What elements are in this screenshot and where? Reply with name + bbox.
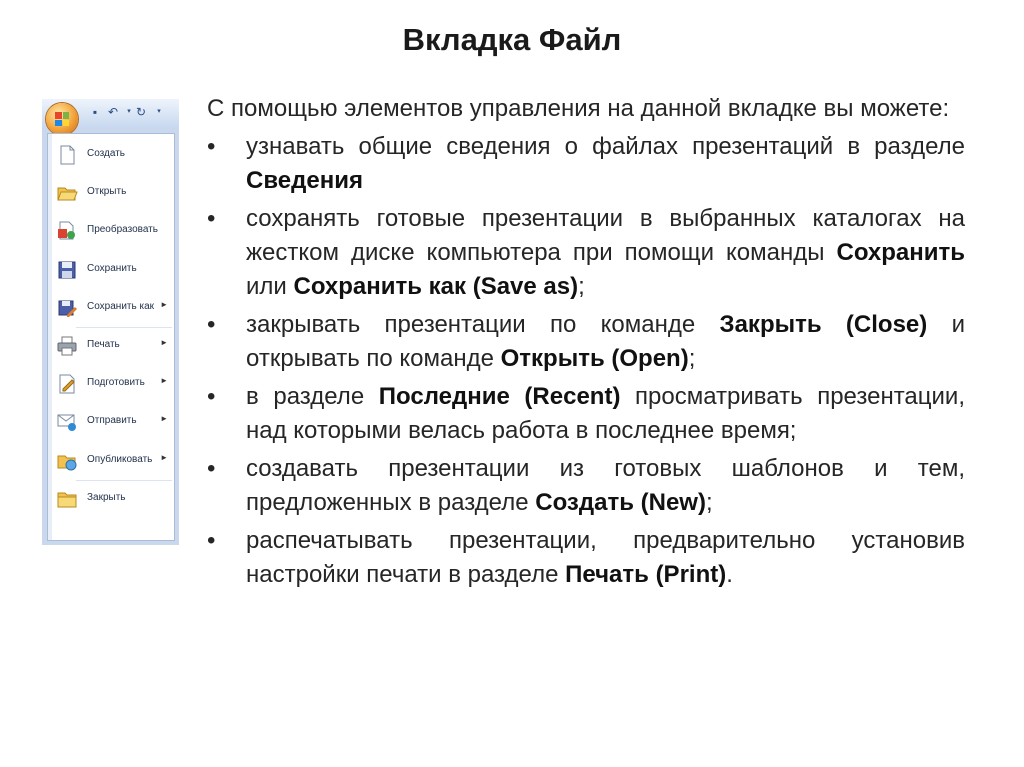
send-icon [56,411,78,433]
save-qat-icon[interactable]: ▪ [92,105,98,119]
menu-item[interactable] [54,369,172,399]
text-fragment: ; [578,273,585,300]
text-fragment: узнавать общие сведения о файлах презентаций в разделе [246,133,965,160]
menu-item[interactable] [54,446,172,476]
menu-item[interactable] [54,178,172,208]
submenu-arrow-icon: ► [160,338,168,347]
menu-item[interactable] [54,255,172,285]
bold-term: Сведения [246,167,363,194]
save-disk-icon [56,259,78,281]
feature-list-item [207,452,965,520]
menu-item-label: Опубликовать [87,453,153,465]
text-fragment: ; [705,489,713,516]
close-folder-icon [56,488,78,510]
convert-icon [56,220,78,242]
bullet-icon: • [207,311,216,338]
menu-separator [76,327,172,328]
printer-icon [56,335,78,357]
bullet-icon: • [207,383,216,410]
submenu-arrow-icon: ► [160,414,168,424]
menu-item[interactable] [54,140,172,170]
bullet-icon: • [207,455,216,482]
bold-term: Сохранить [836,239,965,266]
bold-term: Последние (Recent) [378,383,621,410]
undo-icon[interactable]: ↶ [107,105,119,119]
menu-item[interactable] [54,407,172,437]
menu-item-label: Преобразовать [87,224,158,236]
menu-item[interactable] [54,293,172,323]
submenu-arrow-icon: ► [160,452,168,462]
text-fragment: в разделе [246,383,379,410]
bullet-icon: • [207,205,216,232]
menu-item-label: Открыть [87,186,127,198]
quick-access-toolbar [42,99,179,129]
office-logo-icon [55,112,69,126]
bold-term: Создать (New) [535,489,706,516]
file-menu-list [47,133,175,541]
menu-separator [76,480,172,481]
text-fragment: и открывать по команде [246,311,965,372]
bullet-icon: • [207,527,216,554]
menu-item-label: Создать [87,148,126,159]
text-fragment: ; [688,345,696,372]
menu-item-label: Отправить [87,415,137,427]
submenu-arrow-icon: ► [160,376,168,386]
open-folder-icon [56,182,78,204]
undo-dropdown-icon[interactable]: ▾ [127,108,131,115]
menu-item-label: Печать [87,339,120,350]
publish-icon [56,450,78,472]
redo-icon[interactable]: ↻ [135,105,147,119]
menu-item-label: Подготовить [87,377,145,389]
bullet-icon: • [207,133,216,160]
text-fragment: просматривать презентации, над которыми велась работа в последнее время; [246,383,965,444]
text-fragment: распечатывать презентации, предварительно установив настройки печати в разделе [246,527,965,588]
customize-dropdown-icon[interactable]: ▾ [157,108,161,115]
menu-item[interactable] [54,216,172,246]
new-document-icon [56,144,78,166]
text-fragment: закрывать презентации по команде [246,311,720,338]
text-fragment: сохранять готовые презентации в выбранных каталогах на жестком диске компьютера при помощи команды [246,205,965,266]
bold-term: Закрыть (Close) [719,311,928,338]
slide-content [207,92,965,592]
submenu-arrow-icon: ► [160,299,168,309]
slide-title: Вкладка Файл [402,22,622,57]
save-as-icon [56,297,78,319]
feature-list-item [207,130,965,198]
office-file-menu [42,99,179,545]
feature-list-item [207,380,965,448]
menu-item-label: Сохранить как [87,300,155,312]
prepare-icon [56,373,78,395]
feature-list-item [207,308,965,376]
feature-list-item [207,202,965,304]
intro-text: С помощью элементов управления на данной вкладке вы можете: [207,95,950,122]
feature-list [207,130,965,592]
bold-term: Сохранить как (Save as) [293,273,579,300]
text-fragment: . [726,561,733,588]
bold-term: Печать (Print) [565,561,727,588]
bold-term: Открыть (Open) [500,345,689,372]
text-fragment: создавать презентации из готовых шаблонов и тем, предложенных в разделе [246,455,965,516]
menu-item-label: Сохранить [87,262,137,274]
text-fragment: или [246,273,294,300]
menu-item-label: Закрыть [87,491,126,503]
office-button[interactable] [46,103,78,135]
menu-item[interactable] [54,331,172,361]
menu-item[interactable] [54,484,172,514]
feature-list-item [207,524,965,592]
